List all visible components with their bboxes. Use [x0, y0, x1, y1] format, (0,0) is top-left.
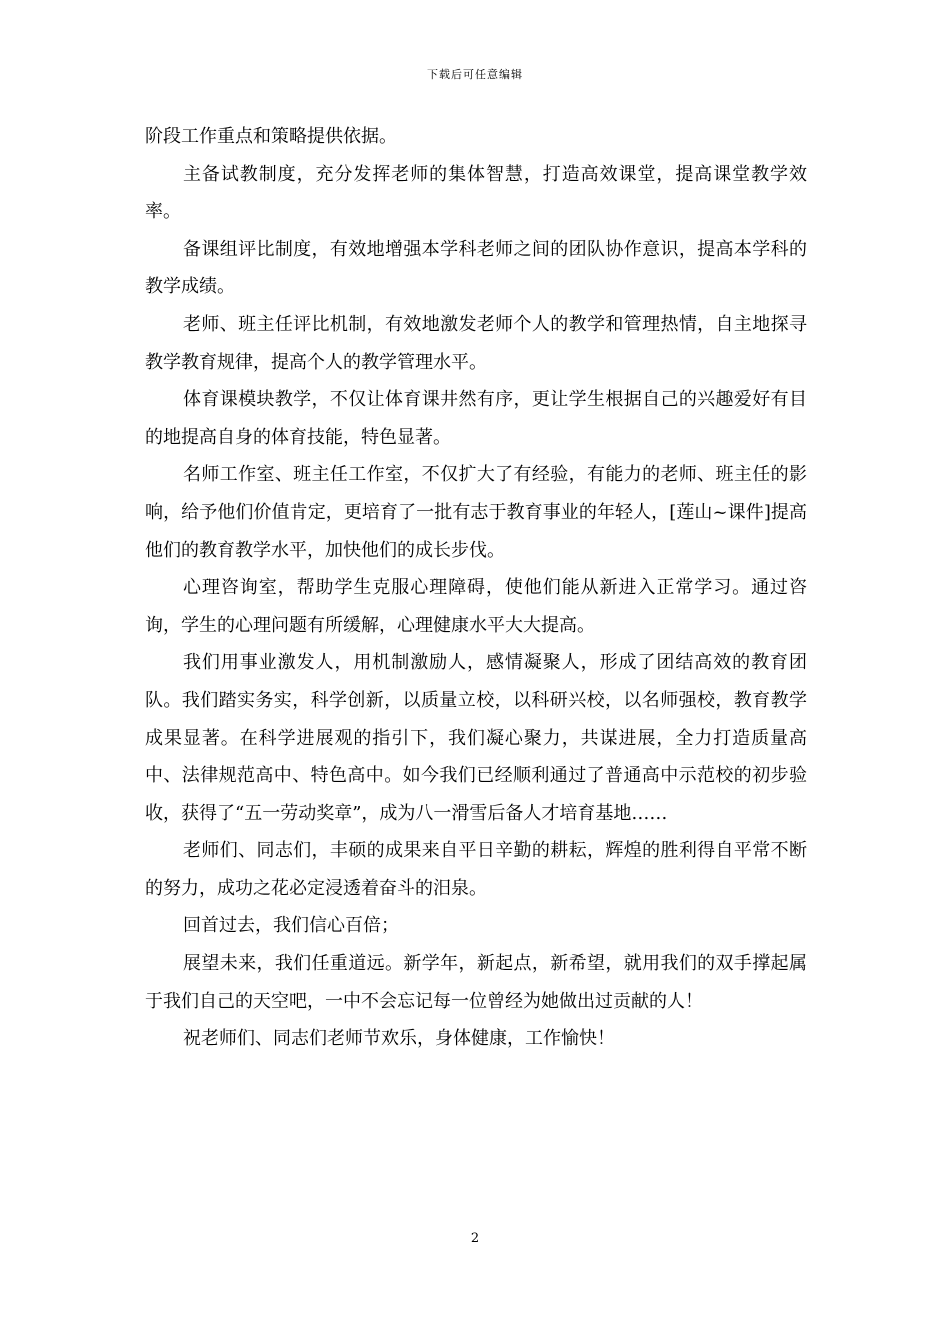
paragraph: 备课组评比制度，有效地增强本学科老师之间的团队协作意识，提高本学科的教学成绩。 [145, 238, 807, 298]
paragraph: 回首过去，我们信心百倍； [183, 915, 399, 937]
paragraph: 展望未来，我们任重道远。新学年，新起点，新希望，就用我们的双手撑起属于我们自己的天空吧，一中不会忘记每一位曾经为她做出过贡献的人！ [145, 953, 807, 1012]
paragraph: 心理咨询室，帮助学生克服心理障碍，使他们能从新进入正常学习。通过咨询，学生的心理问题有所缓解，心理健康水平大大提高。 [145, 577, 807, 636]
paragraph: 阶段工作重点和策略提供依据。 [145, 126, 397, 147]
paragraph: 主备试教制度，充分发挥老师的集体智慧，打造高效课堂，提高课堂教学效率。 [145, 163, 807, 223]
paragraph: 老师们、同志们，丰硕的成果来自平日辛勤的耕耘，辉煌的胜利得自平常不断的努力，成功之花必定浸透着奋斗的汨泉。 [145, 840, 807, 899]
paragraph: 名师工作室、班主任工作室，不仅扩大了有经验，有能力的老师、班主任的影响，给予他们价值肯定，更培育了一批有志于教育事业的年轻人，[莲山~课件]提高他们的教育教学水平，加快他们的成长步伐。 [145, 464, 807, 561]
page-number: 2 [470, 1231, 480, 1246]
paragraph: 我们用事业激发人，用机制激励人，感情凝聚人，形成了团结高效的教育团队。我们踏实务实，科学创新，以质量立校，以科研兴校，以名师强校，教育教学成果显著。在科学进展观的指引下，我们凝心聚力，共谋进展，全力打造质量高中、法律规范高中、特色高中。如今我们已经顺利通过了普通高中示范校的初步验收，获得了“五一劳动奖章”，成为八一滑雪后备人才培育基地…… [145, 652, 807, 824]
paragraph: 老师、班主任评比机制，有效地激发老师个人的教学和管理热情，自主地探寻教学教育规律，提高个人的教学管理水平。 [145, 313, 807, 373]
paragraph: 祝老师们、同志们老师节欢乐，身体健康，工作愉快！ [183, 1028, 615, 1050]
paragraph: 体育课模块教学，不仅让体育课井然有序，更让学生根据自己的兴趣爱好有目的地提高自身的体育技能，特色显著。 [145, 389, 807, 448]
document-body [145, 118, 807, 1058]
page-header: 下载后可任意编辑 [427, 68, 523, 81]
